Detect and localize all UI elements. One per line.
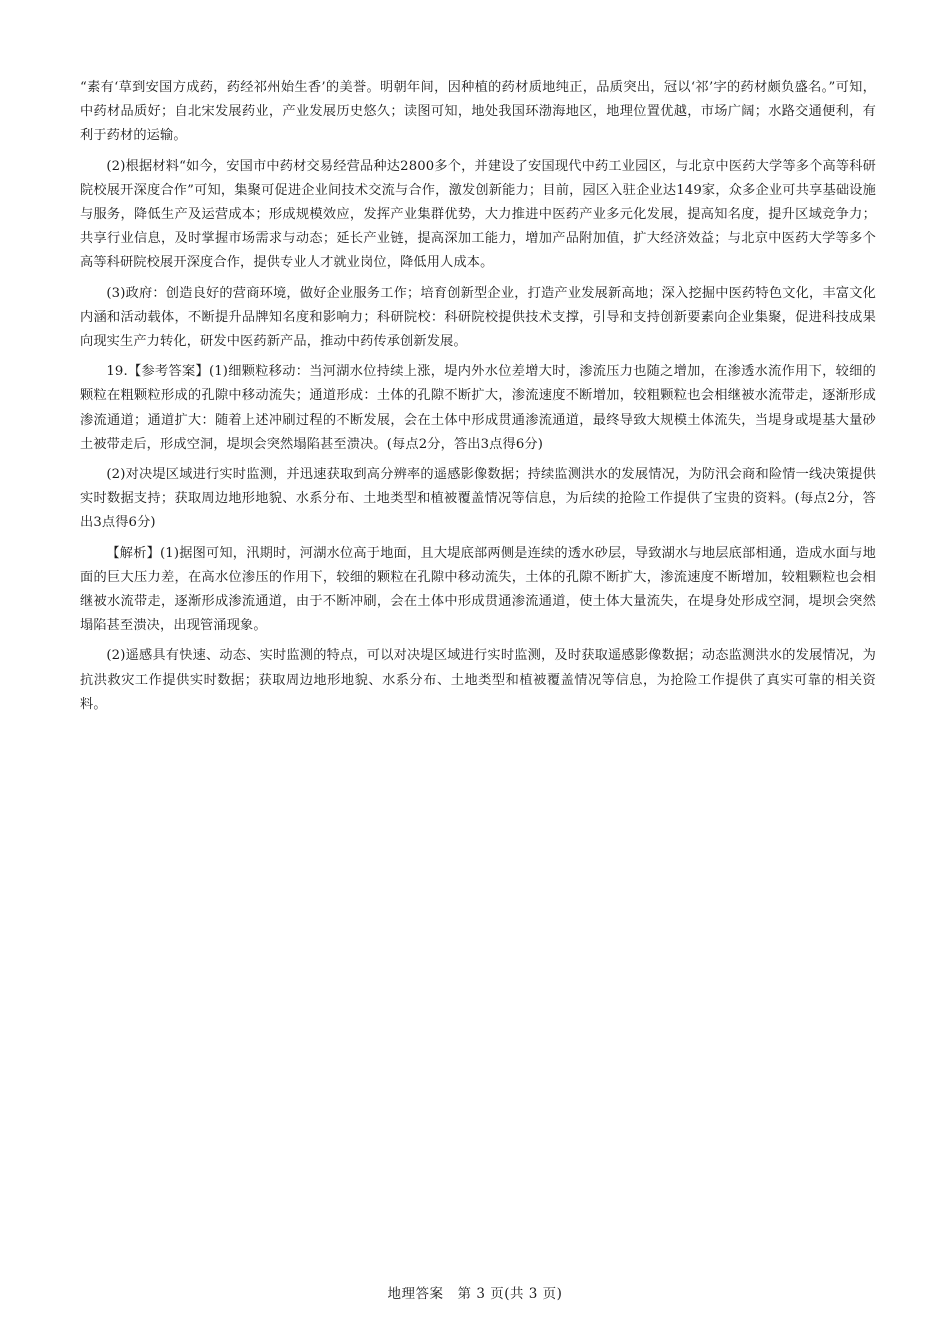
paragraph-q19-answer-part2: (2)对决堤区域进行实时监测，并迅速获取到高分辨率的遥感影像数据；持续监测洪水的发展情况，为防汛会商和险情一线决策提供实时数据支持；获取周边地形地貌、水系分布、土地类型和植被覆盖情况等信息，为后续的抢险工作提供了宝贵的资料。(每点2分，答出3点得6分): [80, 467, 876, 531]
paragraph-q19-answer-part1: 19.【参考答案】(1)细颗粒移动：当河湖水位持续上涨，堤内外水位差增大时，渗流压力也随之增加，在渗透水流作用下，较细的颗粒在粗颗粒形成的孔隙中移动流失；通道形成：土体的孔隙不断扩大，渗流速度不断增加，较粗颗粒也会相继被水流带走，逐渐形成渗流通道；通道扩大：随着上述冲刷过程的不断发展，会在土体中形成贯通渗流通道，最终导致大规模土体流失，当堤身或堤基大量砂土被带走后，形成空洞，堤坝会突然塌陷甚至溃决。(每点2分，答出3点得6分): [80, 364, 876, 452]
paragraph-q18-part2: (2)根据材料“如今，安国市中药材交易经营品种达2800多个，并建设了安国现代中药工业园区，与北京中医药大学等多个高等科研院校展开深度合作”可知，集聚可促进企业间技术交流与合作，激发创新能力；目前，园区入驻企业达149家，众多企业可共享基础设施与服务，降低生产及运营成本；形成规模效应，发挥产业集群优势，大力推进中医药产业多元化发展，提高知名度，提升区域竞争力；共享行业信息，及时掌握市场需求与动态；延长产业链，提高深加工能力，增加产品附加值，扩大经济效益；与北京中医药大学等多个高等科研院校展开深度合作，提供专业人才就业岗位，降低用人成本。: [80, 158, 876, 271]
paragraph-q19-analysis-part2: (2)遥感具有快速、动态、实时监测的特点，可以对决堤区域进行实时监测，及时获取遥感影像数据；动态监测洪水的发展情况，为抗洪救灾工作提供实时数据；获取周边地形地貌、水系分布、土地类型和植被覆盖情况等信息，为抢险工作提供了真实可靠的相关资料。: [80, 648, 876, 712]
paragraph-q18-part3: (3)政府：创造良好的营商环境，做好企业服务工作；培育创新型企业，打造产业发展新高地；深入挖掘中医药特色文化，丰富文化内涵和活动载体，不断提升品牌知名度和影响力；科研院校：科研院校提供技术支撑，引导和支持创新要素向企业集聚，促进科技成果向现实生产力转化，研发中医药新产品，推动中药传承创新发展。: [80, 285, 876, 350]
answer-content: [80, 76, 876, 723]
page-footer: 地理答案 第 3 页(共 3 页): [387, 1286, 563, 1302]
paragraph-q19-analysis-part1: 【解析】(1)据图可知，汛期时，河湖水位高于地面，且大堤底部两侧是连续的透水砂层，导致湖水与地层底部相通，造成水面与地面的巨大压力差，在高水位渗压的作用下，较细的颗粒在孔隙中移动流失，土体的孔隙不断扩大，渗流速度不断增加，较粗颗粒也会相继被水流带走，逐渐形成渗流通道，由于不断冲刷，会在土体中形成贯通渗流通道，使土体大量流失，在堤身处形成空洞，堤坝会突然塌陷甚至溃决，出现管涌现象。: [80, 545, 876, 634]
paragraph-continued-intro: “素有‘草到安国方成药，药经祁州始生香’的美誉。明朝年间，因种植的药材质地纯正，品质突出，冠以‘祁’字的药材颇负盛名。”可知，中药材品质好；自北宋发展药业，产业发展历史悠久；读图可知，地处我国环渤海地区，地理位置优越，市场广阔；水路交通便利，有利于药材的运输。: [80, 80, 876, 144]
